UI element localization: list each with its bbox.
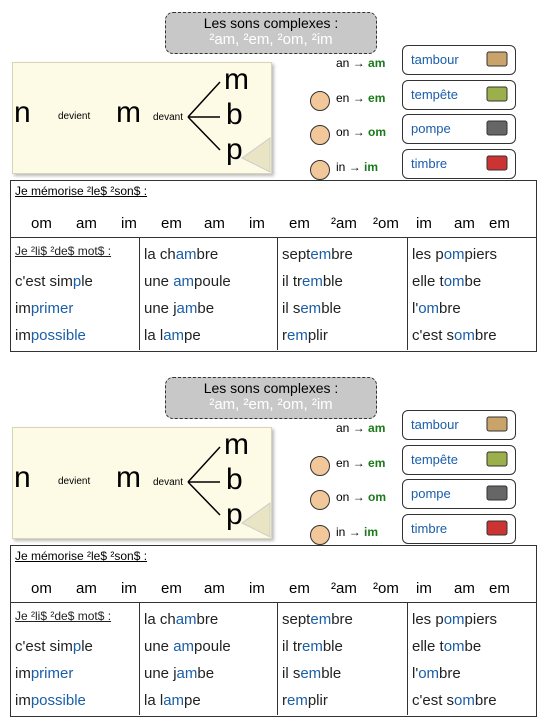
word-item: une jambe xyxy=(144,665,215,682)
sound-rule-0: an → am xyxy=(336,421,386,435)
sound-rule-1: en → em xyxy=(336,91,386,105)
sound-rule-1: en → em xyxy=(336,456,386,470)
memo-sound: im xyxy=(121,215,137,232)
word-column xyxy=(407,603,537,715)
memo-sound: em xyxy=(161,215,182,232)
child-face-icon xyxy=(310,456,330,476)
word-item: impossible xyxy=(15,692,86,709)
title-line1: Les sons complexes : xyxy=(203,15,339,31)
word-item: il semble xyxy=(282,300,342,317)
memo-sound: im xyxy=(249,580,265,597)
sound-rule-2: on → om xyxy=(336,490,387,504)
drum-icon xyxy=(483,413,511,435)
word-column xyxy=(11,603,139,715)
example-word-box: timbre xyxy=(402,514,516,544)
word-item: la chambre xyxy=(144,611,219,628)
title-line2: ²am, ²em, ²om, ²im xyxy=(209,396,333,413)
word-item: les pompiers xyxy=(412,611,498,628)
child-face-icon xyxy=(310,525,330,545)
word-item: la chambre xyxy=(144,246,219,263)
memo-box xyxy=(10,180,537,352)
memo-sound: ²om xyxy=(373,580,399,597)
memo-label: Je mémorise ²le$ ²son$ : xyxy=(15,549,148,563)
word-item: remplir xyxy=(282,327,328,344)
word-item: l'ombre xyxy=(412,300,461,317)
word-item: c'est sombre xyxy=(412,692,497,709)
word-column xyxy=(139,603,278,715)
memo-sound: em xyxy=(289,215,310,232)
lesson-sheet-1 xyxy=(0,0,540,360)
letter-m: m xyxy=(116,96,141,129)
word-grid xyxy=(11,602,536,715)
memo-sound: em xyxy=(489,580,510,597)
drum-icon xyxy=(483,48,511,70)
sound-rule-0: an → am xyxy=(336,56,386,70)
memo-sound: im xyxy=(249,215,265,232)
word-item: l'ombre xyxy=(412,665,461,682)
word-column xyxy=(11,238,139,350)
memo-sound: am xyxy=(76,580,97,597)
word-item: la lampe xyxy=(144,327,201,344)
memo-sound: im xyxy=(121,580,137,597)
memo-label: Je mémorise ²le$ ²son$ : xyxy=(15,184,148,198)
memo-sound: am xyxy=(204,580,225,597)
word-item: il tremble xyxy=(282,273,343,290)
word-item: elle tombe xyxy=(412,638,482,655)
word-item: les pompiers xyxy=(412,246,498,263)
memo-sound: ²am xyxy=(331,580,357,597)
example-word-box: tempête xyxy=(402,80,516,110)
word-item: il tremble xyxy=(282,638,343,655)
word-item: septembre xyxy=(282,246,353,263)
word-grid xyxy=(11,237,536,350)
sound-rule-3: in → im xyxy=(336,160,379,174)
example-word-box: pompe xyxy=(402,114,516,144)
words-header: Je ²li$ ²de$ mot$ : xyxy=(15,244,112,258)
pump-icon xyxy=(483,482,511,504)
letter-p: p xyxy=(226,498,243,531)
devient-label: devient xyxy=(58,476,91,487)
title-line1: Les sons complexes : xyxy=(203,380,339,396)
word-item: imprimer xyxy=(15,300,74,317)
example-word-box: tambour xyxy=(402,45,516,75)
storm-icon xyxy=(483,448,511,470)
devant-label: devant xyxy=(153,112,184,123)
stamp-icon xyxy=(483,517,511,539)
letter-n: n xyxy=(14,461,31,494)
memo-sound: om xyxy=(31,580,52,597)
memo-sound: am xyxy=(204,215,225,232)
memo-sound: ²om xyxy=(373,215,399,232)
memo-sound: im xyxy=(416,215,432,232)
word-item: une jambe xyxy=(144,300,215,317)
devant-label: devant xyxy=(153,477,184,488)
memo-sound: am xyxy=(454,580,475,597)
lesson-sheet-2 xyxy=(0,365,540,725)
memo-sound: em xyxy=(489,215,510,232)
word-item: une ampoule xyxy=(144,638,231,655)
sound-rule-3: in → im xyxy=(336,525,379,539)
word-column xyxy=(139,238,278,350)
child-face-icon xyxy=(310,91,330,111)
example-word-box: tambour xyxy=(402,410,516,440)
word-item: la lampe xyxy=(144,692,201,709)
memo-sound: im xyxy=(416,580,432,597)
word-item: une ampoule xyxy=(144,273,231,290)
letter-b: b xyxy=(226,463,243,496)
stamp-icon xyxy=(483,152,511,174)
child-face-icon xyxy=(310,490,330,510)
word-item: c'est sombre xyxy=(412,327,497,344)
title-line2: ²am, ²em, ²om, ²im xyxy=(209,31,333,48)
memo-sound: ²am xyxy=(331,215,357,232)
letter-m-before: m xyxy=(224,428,249,461)
memo-sound: em xyxy=(289,580,310,597)
letter-b: b xyxy=(226,98,243,131)
sound-rule-2: on → om xyxy=(336,125,387,139)
letter-p: p xyxy=(226,133,243,166)
letter-m-before: m xyxy=(224,63,249,96)
word-item: septembre xyxy=(282,611,353,628)
letter-m: m xyxy=(116,461,141,494)
words-header: Je ²li$ ²de$ mot$ : xyxy=(15,609,112,623)
word-item: imprimer xyxy=(15,665,74,682)
word-item: c'est simple xyxy=(15,273,93,290)
word-item: il semble xyxy=(282,665,342,682)
memo-sound: am xyxy=(454,215,475,232)
pump-icon xyxy=(483,117,511,139)
example-word-box: tempête xyxy=(402,445,516,475)
example-word-box: pompe xyxy=(402,479,516,509)
child-face-icon xyxy=(310,125,330,145)
child-face-icon xyxy=(310,160,330,180)
memo-sound: em xyxy=(161,580,182,597)
word-column xyxy=(407,238,537,350)
word-item: elle tombe xyxy=(412,273,482,290)
word-item: impossible xyxy=(15,327,86,344)
word-item: c'est simple xyxy=(15,638,93,655)
devient-label: devient xyxy=(58,111,91,122)
memo-sound: om xyxy=(31,215,52,232)
letter-n: n xyxy=(14,96,31,129)
memo-sound: am xyxy=(76,215,97,232)
word-column xyxy=(277,238,408,350)
example-word-box: timbre xyxy=(402,149,516,179)
word-item: remplir xyxy=(282,692,328,709)
storm-icon xyxy=(483,83,511,105)
word-column xyxy=(277,603,408,715)
memo-box xyxy=(10,545,537,717)
